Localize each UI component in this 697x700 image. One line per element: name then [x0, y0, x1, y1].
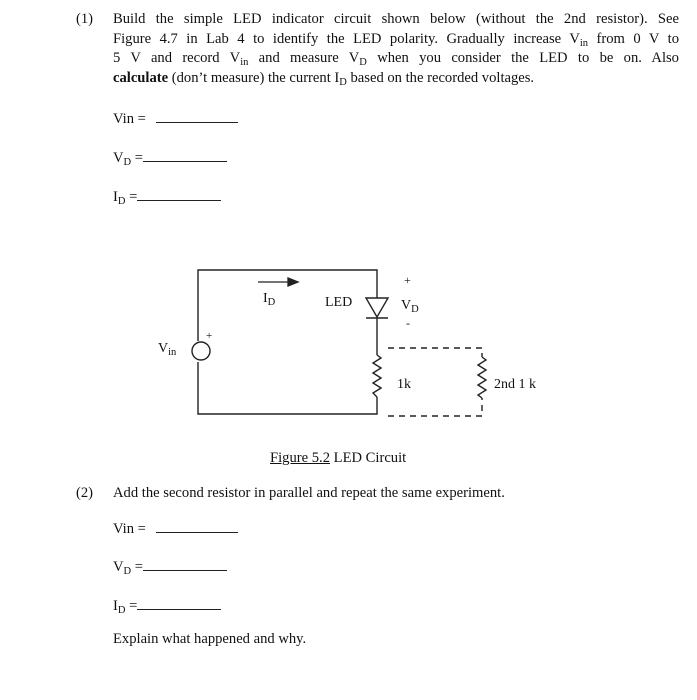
q2-vin-field: Vin = — [113, 518, 238, 538]
bottom-wire — [198, 362, 377, 414]
q2-vin-blank[interactable] — [156, 518, 238, 533]
q2-vd-field: $V_D$ = — [113, 556, 227, 576]
q1-number: (1) — [76, 11, 94, 27]
q2-id-field: $I_D$ = — [113, 595, 221, 615]
q1-line-3: 5 V and record $V_{in}$ and measure $V_D$ when you consider the LED to be on. Also — [113, 50, 679, 68]
q1-vin-field: Vin = — [113, 108, 238, 128]
q1-line-1: Build the simple LED indicator circuit shown below (without the 2nd resistor). See — [113, 11, 679, 27]
figure-caption: Figure 5.2 LED Circuit — [270, 450, 407, 466]
current-arrow-icon — [258, 278, 298, 286]
q2-id-blank[interactable] — [137, 595, 221, 610]
q2-number: (2) — [76, 485, 94, 501]
vd-label: $V_D$ — [401, 298, 419, 315]
resistor-1k-icon — [373, 355, 381, 397]
q2-vd-blank[interactable] — [143, 556, 227, 571]
q1-line-4: calculate (don’t measure) the current $I_D$ based on the recorded voltages. — [113, 69, 535, 88]
vin-label: $V_{in}$ — [158, 341, 177, 358]
led-label: LED — [325, 295, 353, 310]
vd-plus: + — [404, 273, 411, 287]
q1-vd-field: $V_D$ = — [113, 147, 227, 167]
q1-id-field: $I_D$ = — [113, 186, 221, 206]
source-plus: + — [206, 330, 213, 342]
resistor-2nd-icon — [478, 357, 486, 398]
q1-line-2: Figure 4.7 in Lab 4 to identify the LED polarity. Gradually increase $V_{in}$ from 0 V to — [113, 30, 679, 49]
q2-text: Add the second resistor in parallel and repeat the same experiment. — [113, 485, 505, 501]
led-icon — [366, 298, 388, 317]
q2-explain: Explain what happened and why. — [113, 631, 307, 647]
r2-label: 2nd 1 k — [494, 377, 536, 392]
vd-minus: - — [406, 316, 410, 330]
id-label: $I_D$ — [263, 291, 276, 308]
r1-label: 1k — [397, 377, 411, 392]
voltage-source-icon — [192, 342, 210, 360]
